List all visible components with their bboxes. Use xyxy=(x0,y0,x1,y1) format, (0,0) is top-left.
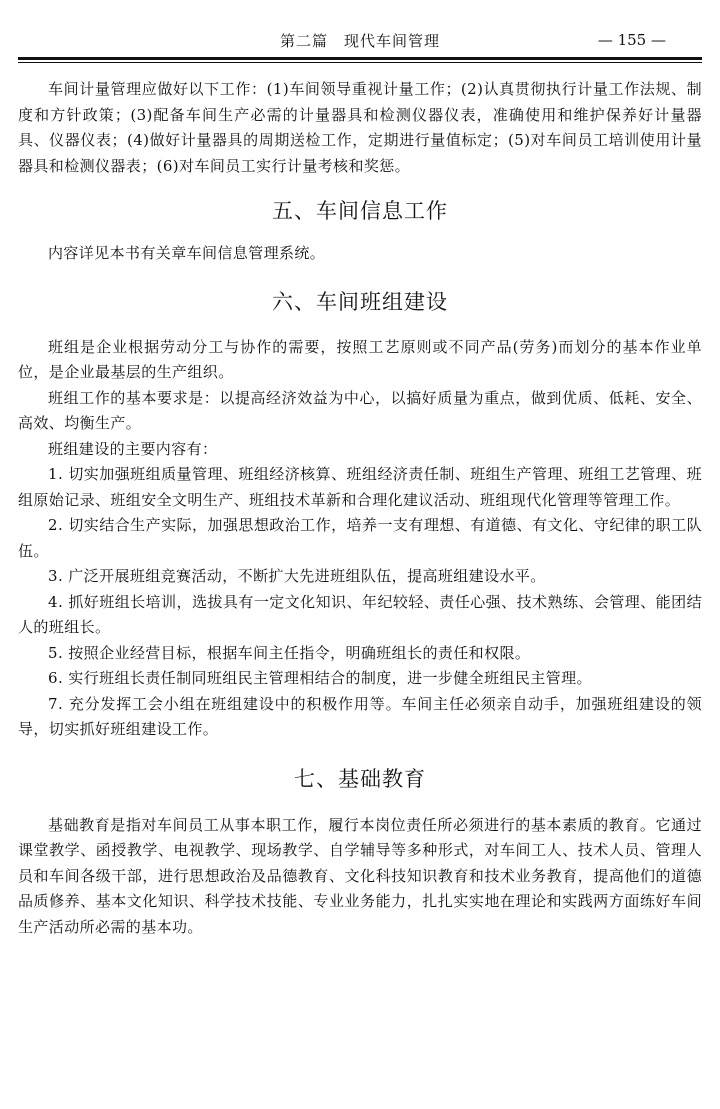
running-header-title: 第二篇 现代车间管理 xyxy=(279,32,440,50)
section-heading-education: 七、基础教育 xyxy=(294,766,426,791)
section-heading-info: 五、车间信息工作 xyxy=(272,199,448,223)
paragraph-education: 基础教育是指对车间员工从事本职工作，履行本岗位责任所必须进行的基本素质的教育。它通过课堂教学、函授教学、电视教学、现场教学、自学辅导等多种形式，对车间工人、技术人员、管理人员和车间各级干部，进行思想政治及品德教育、文化科技知识教育和技术业务教育，提高他们的道德品质修养、基本文化知识、科学技术技能、专业业务能力，扎扎实实地在理论和实践两方面练好车间生产活动所必需的基本功。 xyxy=(18,815,702,936)
header-rule-thin xyxy=(18,62,702,63)
paragraph-metering: 车间计量管理应做好以下工作：(1)车间领导重视计量工作；(2)认真贯彻执行计量工作法规、制度和方针政策；(3)配备车间生产必需的计量器具和检测仪器仪表，准确使用和维护保养好计量器具、仪器仪表；(4)做好计量器具的周期送检工作，定期进行量值标定；(5)对车间员工培训使用计量器具和检测仪器表；(6)对车间员工实行计量考核和奖惩。 xyxy=(18,80,702,175)
list-item: 2. 切实结合生产实际，加强思想政治工作，培养一支有理想、有道德、有文化、守纪律的职工队伍。 xyxy=(18,516,702,560)
paragraph-team-intro: 班组建设的主要内容有： xyxy=(48,439,218,458)
list-item: 6. 实行班组长责任制同班组民主管理相结合的制度，进一步健全班组民主管理。 xyxy=(48,669,592,687)
list-item: 7. 充分发挥工会小组在班组建设中的积极作用等。车间主任必须亲自动手，加强班组建设的领导，切实抓好班组建设工作。 xyxy=(18,694,702,738)
list-item: 1. 切实加强班组质量管理、班组经济核算、班组经济责任制、班组生产管理、班组工艺管理、班组原始记录、班组安全文明生产、班组技术革新和合理化建议活动、班组现代化管理等管理工作。 xyxy=(18,465,702,509)
section-heading-team: 六、车间班组建设 xyxy=(272,289,448,314)
paragraph-team-definition: 班组是企业根据劳动分工与协作的需要，按照工艺原则或不同产品(劳务)而划分的基本作业单位，是企业最基层的生产组织。 xyxy=(18,337,702,381)
paragraph-team-requirements: 班组工作的基本要求是：以提高经济效益为中心，以搞好质量为重点，做到优质、低耗、安全、高效、均衡生产。 xyxy=(18,388,702,432)
list-item: 4. 抓好班组长培训，选拔具有一定文化知识、年纪较轻、责任心强、技术熟练、会管理、能团结人的班组长。 xyxy=(18,592,702,636)
header-rule-thick xyxy=(18,57,702,60)
paragraph-info: 内容详见本书有关章车间信息管理系统。 xyxy=(48,244,326,262)
list-item: 5. 按照企业经营目标，根据车间主任指令，明确班组长的责任和权限。 xyxy=(48,643,531,662)
page-body xyxy=(18,77,702,940)
running-header xyxy=(18,30,702,56)
list-item: 3. 广泛开展班组竞赛活动，不断扩大先进班组队伍，提高班组建设水平。 xyxy=(48,567,546,585)
page-number: — 155 — xyxy=(597,31,666,49)
